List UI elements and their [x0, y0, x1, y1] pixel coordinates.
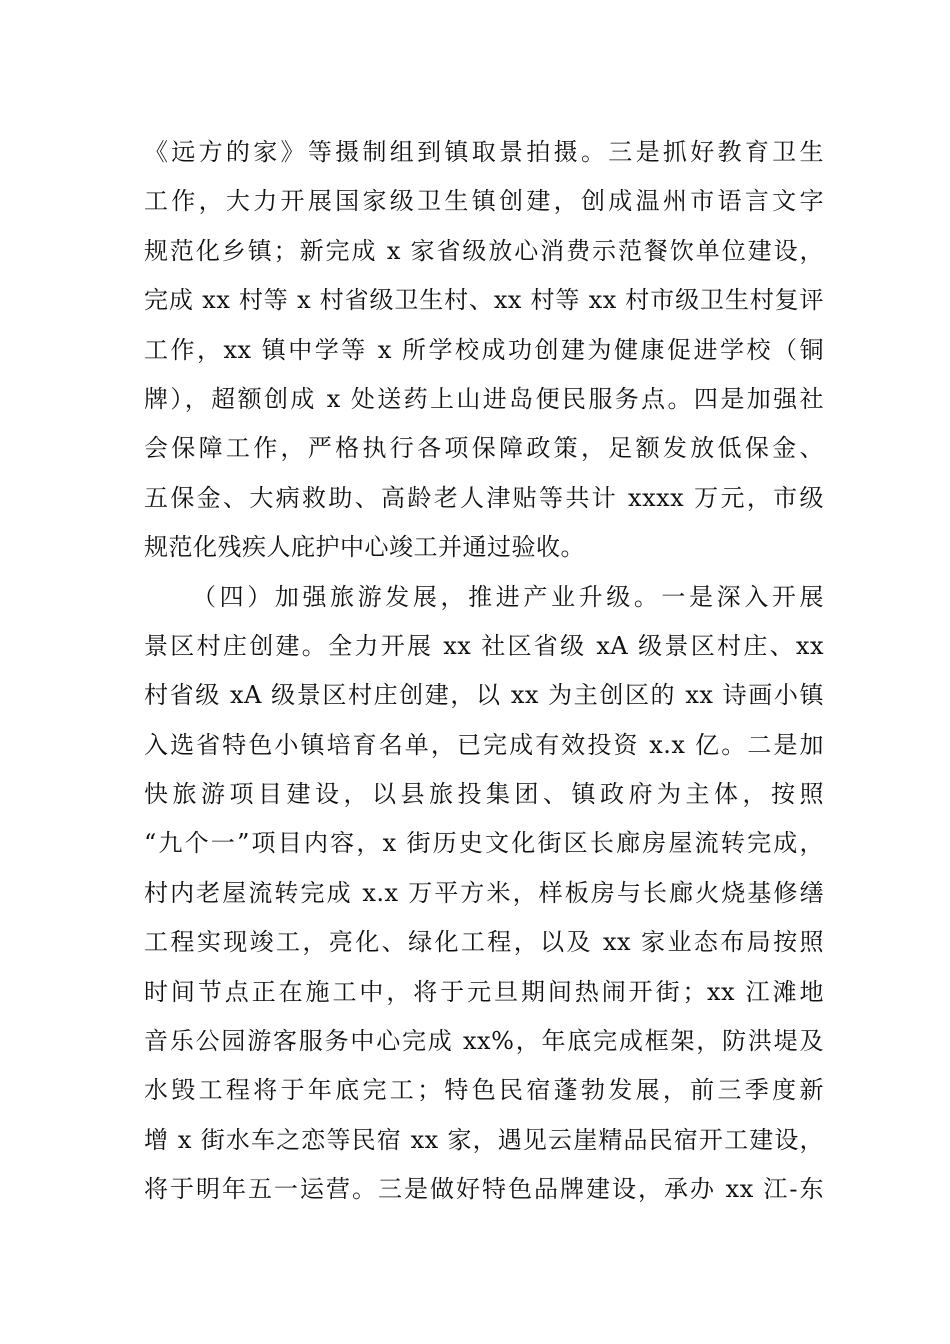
- text-line: 入选省特色小镇培育名单，已完成有效投资 x.x 亿。二是加: [144, 730, 824, 759]
- text-line: 音乐公园游客服务中心完成 xx%，年底完成框架，防洪堤及: [144, 1027, 824, 1056]
- text-line: 规范化乡镇；新完成 x 家省级放心消费示范餐饮单位建设，: [144, 236, 824, 265]
- text-line: 增 x 街水车之恋等民宿 xx 家，遇见云崖精品民宿开工建设，: [144, 1125, 824, 1154]
- text-line: 时间节点正在施工中，将于元旦期间热闹开街；xx 江滩地: [144, 977, 824, 1006]
- body-text: [144, 128, 824, 1215]
- paragraph-end-line: 规范化残疾人庇护中心竣工并通过验收。: [144, 533, 585, 562]
- text-line: 牌），超额创成 x 处送药上山进岛便民服务点。四是加强社: [144, 384, 824, 413]
- text-line: “九个一”项目内容，x 街历史文化街区长廊房屋流转完成，: [144, 829, 824, 858]
- text-line: 《远方的家》等摄制组到镇取景拍摄。三是抓好教育卫生: [144, 138, 824, 166]
- text-line: 村省级 xA 级景区村庄创建，以 xx 为主创区的 xx 诗画小镇: [144, 681, 824, 710]
- text-line: 工程实现竣工，亮化、绿化工程，以及 xx 家业态布局按照: [144, 928, 824, 957]
- text-line: 工作，大力开展国家级卫生镇创建，创成温州市语言文字: [144, 187, 824, 216]
- text-line: 工作，xx 镇中学等 x 所学校成功创建为健康促进学校（铜: [144, 335, 824, 364]
- text-line: 村内老屋流转完成 x.x 万平方米，样板房与长廊火烧基修缮: [144, 878, 824, 907]
- text-line: 景区村庄创建。全力开展 xx 社区省级 xA 级景区村庄、xx: [144, 631, 824, 660]
- text-line: 将于明年五一运营。三是做好特色品牌建设，承办 xx 江-东: [144, 1175, 824, 1204]
- text-line: 会保障工作，严格执行各项保障政策，足额发放低保金、: [144, 434, 824, 463]
- text-line: 水毁工程将于年底完工；特色民宿蓬勃发展，前三季度新: [144, 1076, 824, 1105]
- section-heading-line: （四）加强旅游发展，推进产业升级。一是深入开展: [192, 582, 824, 611]
- text-line: 快旅游项目建设，以县旅投集团、镇政府为主体，按照: [144, 780, 824, 809]
- text-line: 完成 xx 村等 x 村省级卫生村、xx 村等 xx 村市级卫生村复评: [144, 286, 824, 315]
- text-line: 五保金、大病救助、高龄老人津贴等共计 xxxx 万元，市级: [144, 483, 824, 512]
